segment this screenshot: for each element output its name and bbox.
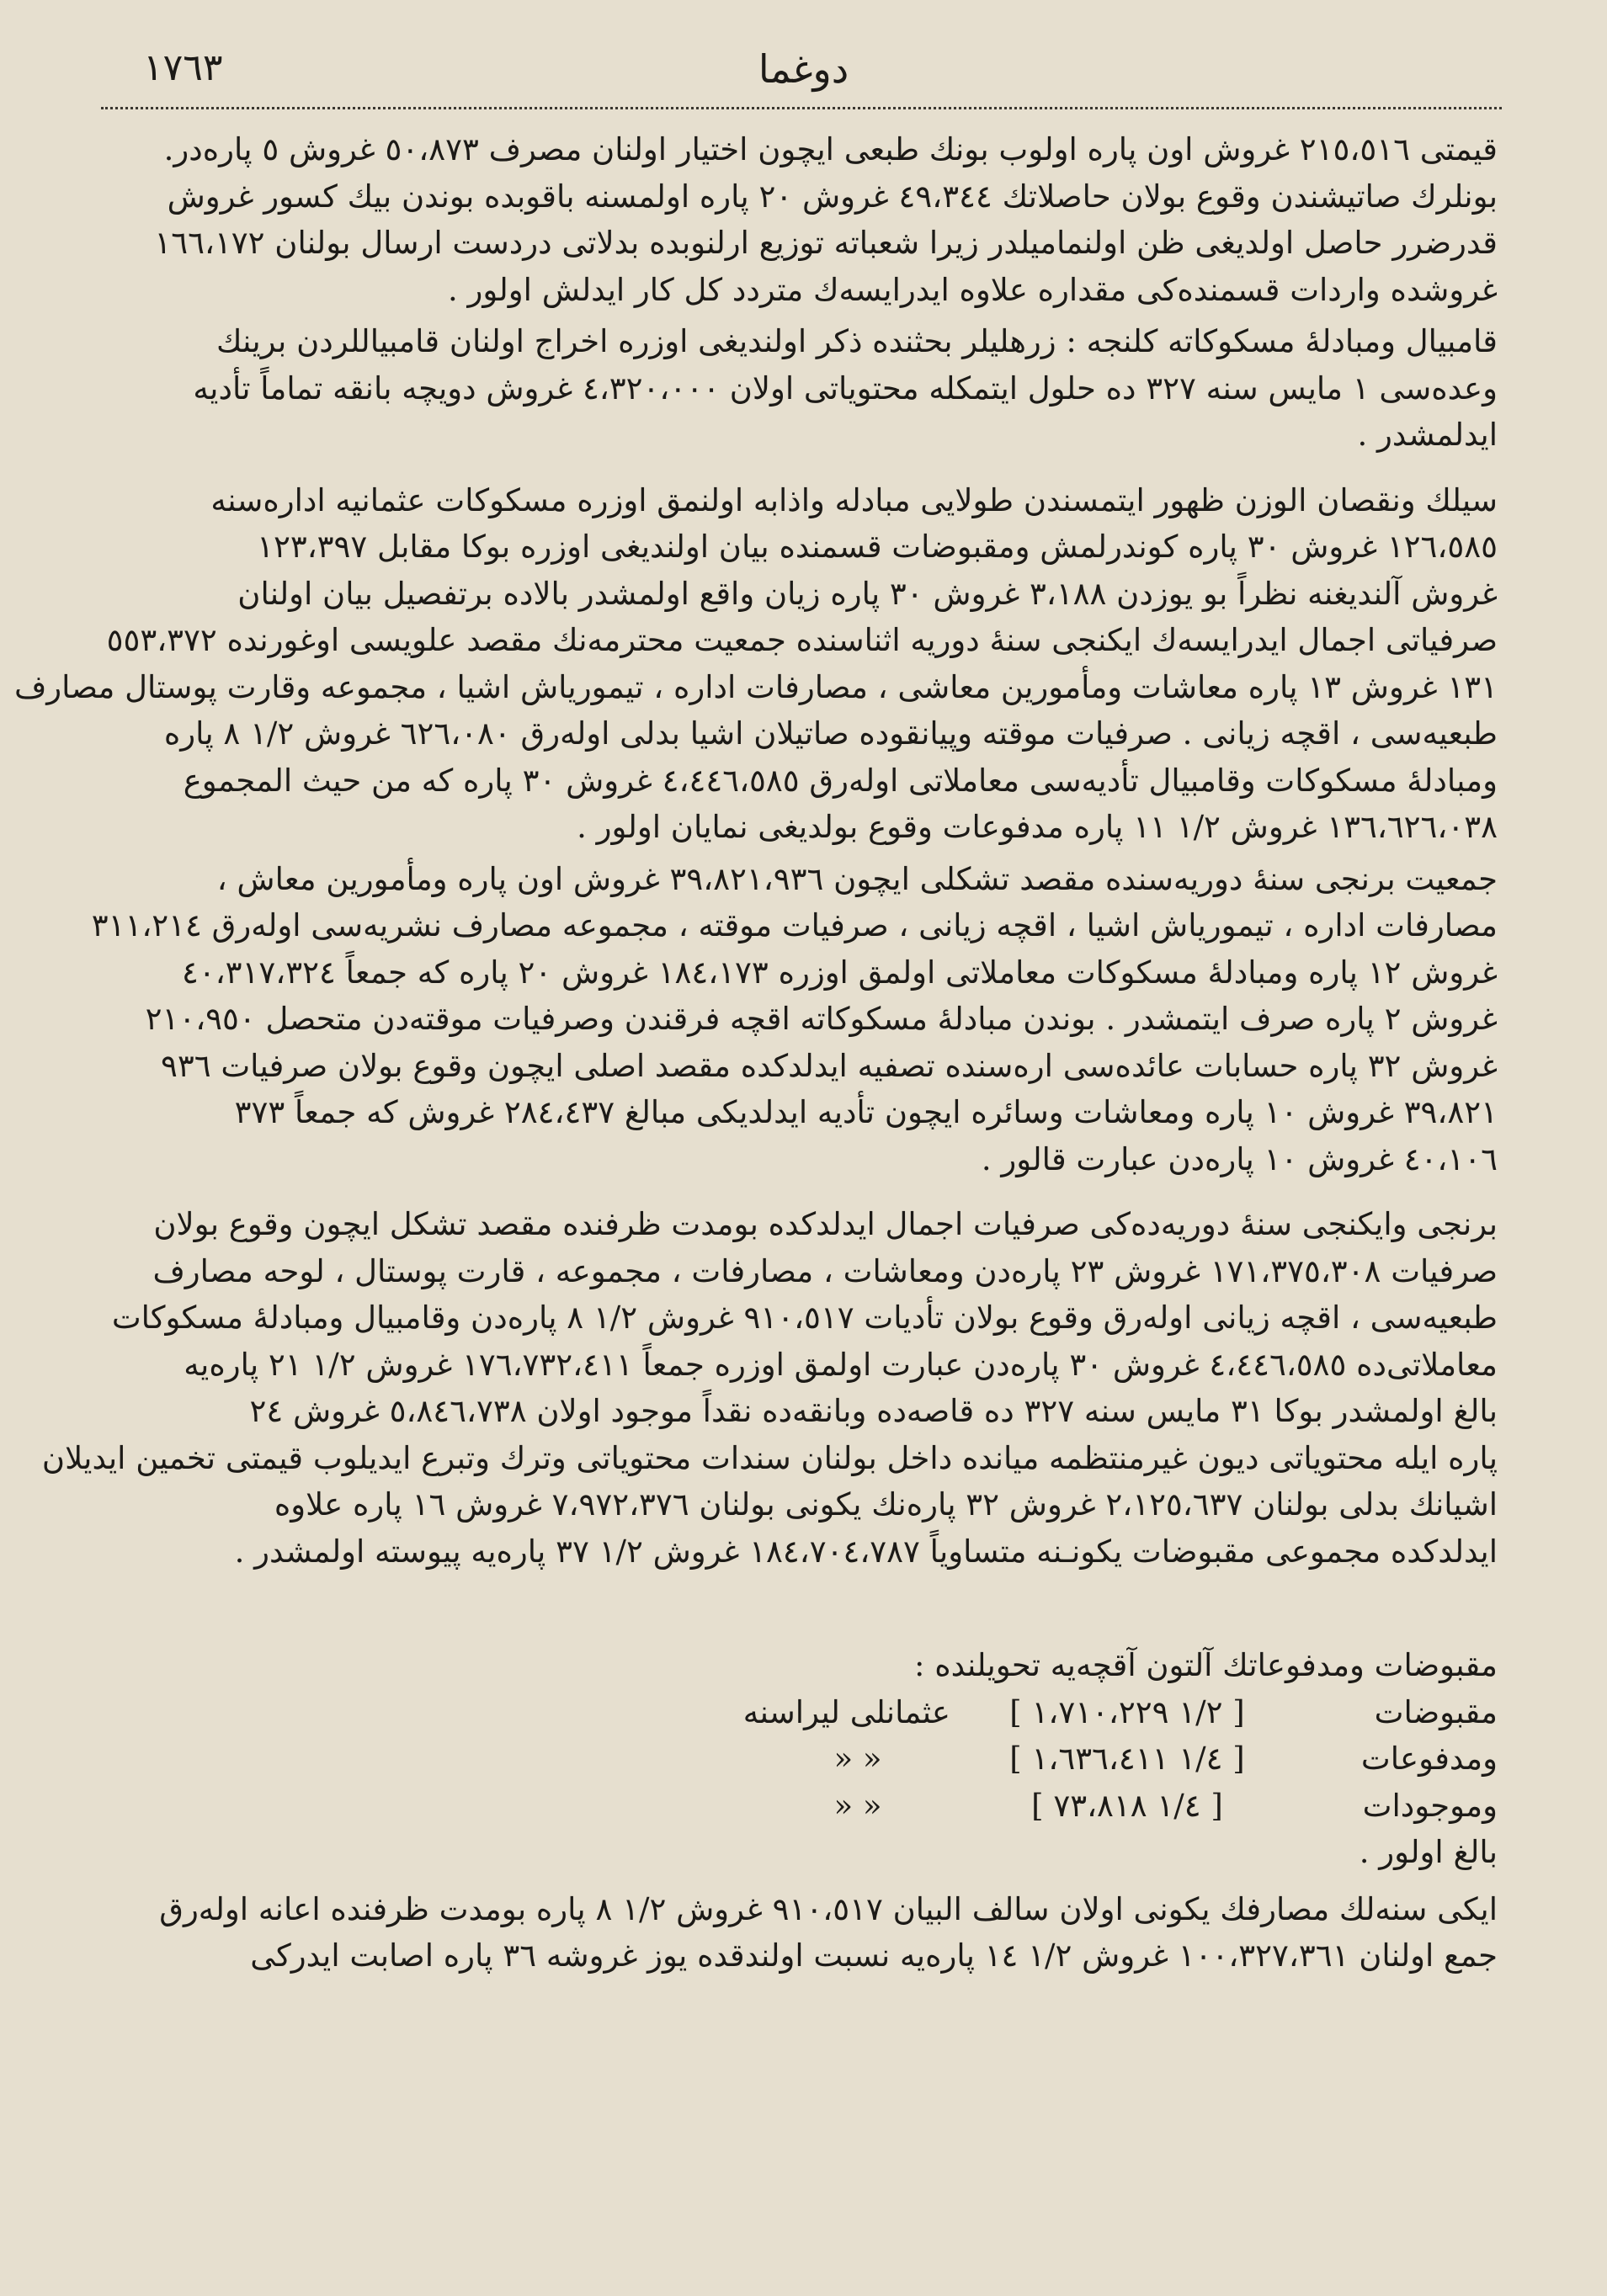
text-line: ومبادلهٔ مسكوكات وقامبیال تأدیه‌سی معاملاتی اوله‌رق ٤،٤٤٦،٥٨٥ غروش ٣٠ پاره كه من حیث المجموع <box>183 762 1498 799</box>
text-line: طبعیه‌سی ، اقچه زیانی . صرفیات موقته وپیانقوده صاتیلان اشیا بدلی اوله‌رق ٦٢٦،٠٨٠ غروش ١/٢ ٨ پاره <box>163 715 1498 752</box>
text-line: پاره ایله محتویاتی دیون غیرمنتظمه میانده داخل بولنان سندات محتویاتی وترك وتبرع ایدیلوب قیمتی تخمین ایدیلان <box>41 1439 1498 1476</box>
text-line: غروش آلندیغنه نظراً بو یوزدن ٣،١٨٨ غروش ٣٠ پاره زیان واقع اولمشدر بالاده برتفصیل بیان اولنان <box>237 575 1498 612</box>
text-line: ١٢٦،٥٨٥ غروش ٣٠ پاره كوندرلمش ومقبوضات قسمنده بیان اولندیغی اوزره بوكا مقابل ١٢٣،٣٩٧ <box>257 529 1498 565</box>
summary-closing: بالغ اولور . <box>1359 1834 1498 1870</box>
page-header <box>109 46 1498 97</box>
summary-unit: عثمانلی لیراسنه <box>742 1693 950 1730</box>
text-line: جمع اولنان ١٠٠،٣٢٧،٣٦١ غروش ١/٢ ١٤ پاره‌یه نسبت اولندقده یوز غروشه ٣٦ پاره اصابت ایدركی <box>250 1937 1498 1974</box>
text-line: سیلك ونقصان الوزن ظهور ایتمسندن طولایی مبادله واذابه اولنمق اوزره مسكوكات عثمانیه اداره‌سنه <box>210 481 1498 518</box>
text-line: غروش ١٢ پاره ومبادلهٔ مسكوكات معاملاتی اولمق اوزره ١٨٤،١٧٣ غروش ٢٠ پاره كه جمعاً ٤٠،٣١٧،٣٢٤ <box>181 954 1498 991</box>
text-line: ١٣٦،٦٢٦،٠٣٨ غروش ١/٢ ١١ پاره مدفوعات وقوع بولدیغی نمایان اولور . <box>577 809 1498 845</box>
summary-unit: « « <box>833 1741 882 1777</box>
text-line: ایكی سنه‌لك مصارفك یكونی اولان سالف البیان ٩١٠،٥١٧ غروش ١/٢ ٨ پاره بومدت ظرفنده اعانه اوله‌رق <box>159 1890 1498 1927</box>
text-line: مصارفات اداره ، تیموریاش اشیا ، اقچه زیانی ، صرفیات موقته ، مجموعه مصارف نشریه‌سی اوله‌رق ٣١١،٢١٤ <box>91 907 1498 943</box>
text-line: ایدلمشدر . <box>1357 417 1498 453</box>
header-divider <box>101 107 1502 109</box>
text-line: قیمتی ٢١٥،٥١٦ غروش اون پاره اولوب بونك طبعی ایچون اختیار اولنان مصرف ٥٠،٨٧٣ غروش ٥ پاره‌در. <box>163 131 1498 167</box>
text-line: صرفیاتی اجمال ایدرایسه‌ك ایكنجی سنهٔ دوریه اثناسنده جمعیت محترمه‌نك مقصد علویسی اوغورنده ٥٥٣،٣٧٢ <box>106 622 1498 658</box>
summary-intro: مقبوضات ومدفوعاتك آلتون آقچه‌یه تحویلنده : <box>914 1647 1498 1683</box>
text-line: ٤٠،١٠٦ غروش ١٠ پاره‌دن عبارت قالور . <box>981 1140 1498 1177</box>
text-line: قامبیال ومبادلهٔ مسكوكاته كلنجه : زرهلیلر بحثنده ذكر اولندیغی اوزره اخراج اولنان قامبیاللردن برینك <box>216 323 1498 359</box>
summary-amount: [ ١/٤ ٧٣،٨١٨ ] <box>1031 1787 1223 1824</box>
summary-amount: [ ١/٤ ١،٦٣٦،٤١١ ] <box>1009 1741 1245 1777</box>
summary-label: مقبوضات <box>1374 1693 1498 1730</box>
summary-label: ومدفوعات <box>1360 1741 1498 1777</box>
summary-unit: « « <box>833 1787 882 1824</box>
text-line: اشیانك بدلی بولنان ٢،١٢٥،٦٣٧ غروش ٣٢ پاره‌نك یكونی بولنان ٧،٩٧٢،٣٧٦ غروش ١٦ پاره علاوه <box>274 1486 1498 1523</box>
paragraph <box>114 318 1498 459</box>
text-line: غروشده واردات قسمنده‌كی مقداره علاوه ایدرایسه‌ك متردد كل كار ایدلش اولور . <box>448 271 1498 308</box>
text-line: ایدلدكده مجموعی مقبوضات یكونـنه متساویاً ١٨٤،٧٠٤،٧٨٧ غروش ١/٢ ٣٧ پاره‌یه پیوسته اولمشدر . <box>234 1533 1498 1570</box>
text-line: غروش ٣٢ پاره حسابات عائده‌سی اره‌سنده تصفیه ایدلدكده مقصد اصلی ایچون وقوع بولان صرفیات ٩٣٦ <box>160 1047 1498 1084</box>
paragraph <box>91 856 1498 1183</box>
currency-summary <box>114 1642 1498 1876</box>
summary-row <box>114 1689 1498 1736</box>
final-paragraph <box>114 1886 1498 1980</box>
summary-rows <box>114 1689 1498 1830</box>
text-line: غروش ٢ پاره صرف ایتمشدر . بوندن مبادلهٔ مسكوكاته اقچه فرقندن وصرفیات موقته‌دن متحصل ٢١٠،٩٥٠ <box>145 1001 1498 1037</box>
text-line: ١٣١ غروش ١٣ پاره معاشات ومأمورین معاشی ، مصارفات اداره ، تیموریاش اشیا ، مجموعه وقارت پوستال مصارف <box>13 668 1498 705</box>
summary-amount: [ ١/٢ ١،٧١٠،٢٢٩ ] <box>1009 1693 1245 1730</box>
text-line: معاملاتی‌ده ٤،٤٤٦،٥٨٥ غروش ٣٠ پاره‌دن عبارت اولمق اوزره جمعاً ١٧٦،٧٣٢،٤١١ غروش ١/٢ ٢١ پاره‌یه <box>184 1346 1498 1383</box>
text-line: جمعیت برنجی سنهٔ دوریه‌سنده مقصد تشكلی ایچون ٣٩،٨٢١،٩٣٦ غروش اون پاره ومأمورین معاش ، <box>216 860 1498 897</box>
summary-row <box>114 1735 1498 1783</box>
page-body <box>13 126 1498 2271</box>
summary-row <box>114 1783 1498 1830</box>
paragraph <box>114 126 1498 313</box>
paragraph <box>41 1201 1498 1575</box>
page-number: ١٧٦٣ <box>143 46 223 89</box>
text-line: بالغ اولمشدر بوكا ٣١ مایس سنه ٣٢٧ ده قاصه‌ده وبانقه‌ده نقداً موجود اولان ٥،٨٤٦،٧٣٨ غروش ٢٤ <box>249 1393 1498 1429</box>
body-paragraphs <box>13 126 1498 1575</box>
text-line: صرفیات ١٧١،٣٧٥،٣٠٨ غروش ٢٣ پاره‌دن ومعاشات ، مصارفات ، مجموعه ، قارت پوستال ، لوحه مصارف <box>152 1252 1498 1289</box>
text-line: بونلرك صاتیشندن وقوع بولان حاصلاتك ٤٩،٣٤٤ غروش ٢٠ پاره اولمسنه باقوبده بوندن بیك كسور غروش <box>167 178 1498 215</box>
text-line: طبعیه‌سی ، اقچه زیانی اوله‌رق وقوع بولان تأدیات ٩١٠،٥١٧ غروش ١/٢ ٨ پاره‌دن وقامبیال ومبادلهٔ مسكوكات <box>111 1299 1498 1336</box>
summary-label: وموجودات <box>1362 1787 1498 1824</box>
text-line: ٣٩،٨٢١ غروش ١٠ پاره ومعاشات وسائره ایچون تأدیه ایدلدیكی مبالغ ٢٨٤،٤٣٧ غروش كه جمعاً ٣٧٣ <box>234 1094 1498 1130</box>
paragraph <box>13 477 1498 851</box>
text-line: وعده‌سی ١ مایس سنه ٣٢٧ ده حلول ایتمكله محتویاتی اولان ٤،٣٢٠،٠٠٠ غروش دویچه بانقه تماماً تأدیه <box>193 369 1498 407</box>
running-title: دوغما <box>758 46 849 92</box>
text-line: قدرضرر حاصل اولدیغی ظن اولنمامیلدر زیرا شعباته توزیع ارلنوبده بدلاتی دردست ارسال بولنان ١٦٦،١٧٢ <box>154 225 1498 261</box>
text-line: برنجی وایكنجی سنهٔ دوریه‌ده‌كی صرفیات اجمال ایدلدكده بومدت ظرفنده مقصد تشكل ایچون وقوع بولان <box>153 1206 1498 1242</box>
